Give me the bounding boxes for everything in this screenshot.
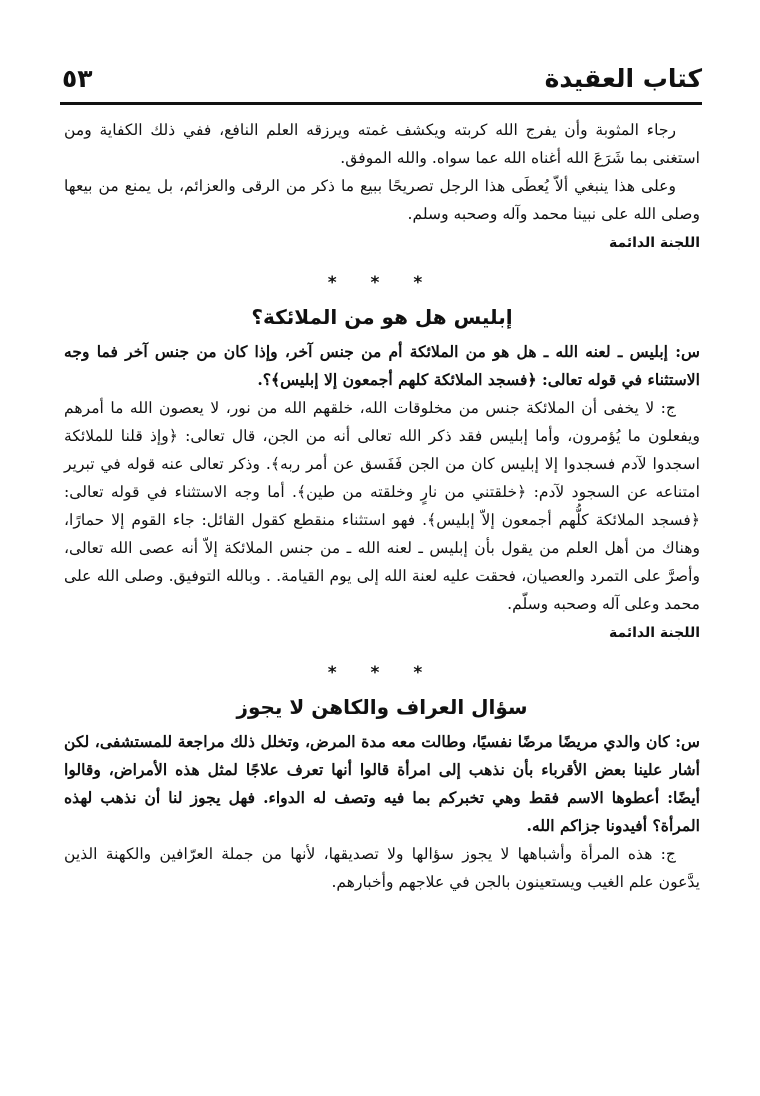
continued-paragraph: رجاء المثوبة وأن يفرج الله كربته ويكشف غمته ويرزقه العلم النافع، ففي ذلك الكفاية ومن استغنى بما شَرَعَ الله أغناه الله عما سواه. والله الموفق.: [64, 121, 700, 167]
answer-paragraph: ج: لا يخفى أن الملائكة جنس من مخلوقات الله، خلقهم الله من نور، لا يعصون الله ما أمرهم ويفعلون ما يُؤمرون، وأما إبليس فقد ذكر الله تعالى أنه من الجن، قال تعالى: ﴿وإذ قلنا للملائكة اسجدوا لآدم فسجدوا إلا إبليس كان من الجن فَفَسق عن أمر ربه﴾. وذكر تعالى عنه قوله في تبرير امتناعه عن السجود لآدم: ﴿خلقتني من نارٍ وخلقته من طين﴾. أما وجه الاستثناء في قوله تعالى: ﴿فسجد الملائكة كلُّهم أجمعون إلاّ إبليس﴾. فهو استثناء منقطع كقول القائل: جاء القوم إلا حمارًا، وهناك من أهل العلم من يقول بأن إبليس ـ لعنه الله ـ من جنس الملائكة إلاّ أنه عصى الله تعالى، وأصرَّ على التمرد والعصيان، فحقت عليه لعنة الله إلى يوم القيامة. . وبالله التوفيق. وصلى الله على محمد وعلى آله وصحبه وسلّم.: [64, 399, 700, 613]
page-content: [64, 116, 700, 896]
book-title: كتاب العقيدة: [544, 64, 702, 93]
answer-paragraph: ج: هذه المرأة وأشباهها لا يجوز سؤالها ولا تصديقها، لأنها من جملة العرّافين والكهنة الذين يدَّعون علم الغيب ويستعينون بالجن في علاجهم وأخبارهم.: [64, 845, 700, 891]
section-title-fortune-teller: سؤال العراف والكاهن لا يجوز: [236, 695, 528, 719]
section-separator: * * *: [327, 663, 437, 683]
ruling-paragraph: وعلى هذا ينبغي ألاّ يُعطَى هذا الرجل تصريحًا ببيع ما ذكر من الرقى والعزائم، بل يمنع من بيعها وصلى الله على نبينا محمد وآله وصحبه وسلم.: [64, 177, 700, 223]
section-separator: * * *: [327, 273, 437, 293]
question-paragraph: س: إبليس ـ لعنه الله ـ هل هو من الملائكة أم من جنس آخر، وإذا كان من جنس آخر فما وجه الاستثناء في قوله تعالى: ﴿فسجد الملائكة كلهم أجمعون إلا إبليس﴾؟.: [64, 342, 700, 389]
header-rule: [60, 102, 702, 105]
signature-committee: اللجنة الدائمة: [608, 235, 700, 251]
page-number: ٥٣: [62, 64, 93, 93]
question-paragraph: س: كان والدي مريضًا مرضًا نفسيًا، وطالت معه مدة المرض، وتخلل ذلك مراجعة للمستشفى، لكن أشار علينا بعض الأقرباء بأن نذهب إلى امرأة قالوا أنها تعرف علاجًا لمثل هذه الأمراض، وقالوا أيضًا: أعطوها الاسم فقط وهي تخبركم بما فيه وتصف له الدواء. فهل يجوز لنا أن نذهب لهذه المرأة؟ أفيدونا جزاكم الله.: [64, 732, 700, 835]
signature-committee: اللجنة الدائمة: [608, 625, 700, 641]
page-header: [62, 62, 702, 98]
section-title-iblis: إبليس هل هو من الملائكة؟: [251, 305, 513, 329]
